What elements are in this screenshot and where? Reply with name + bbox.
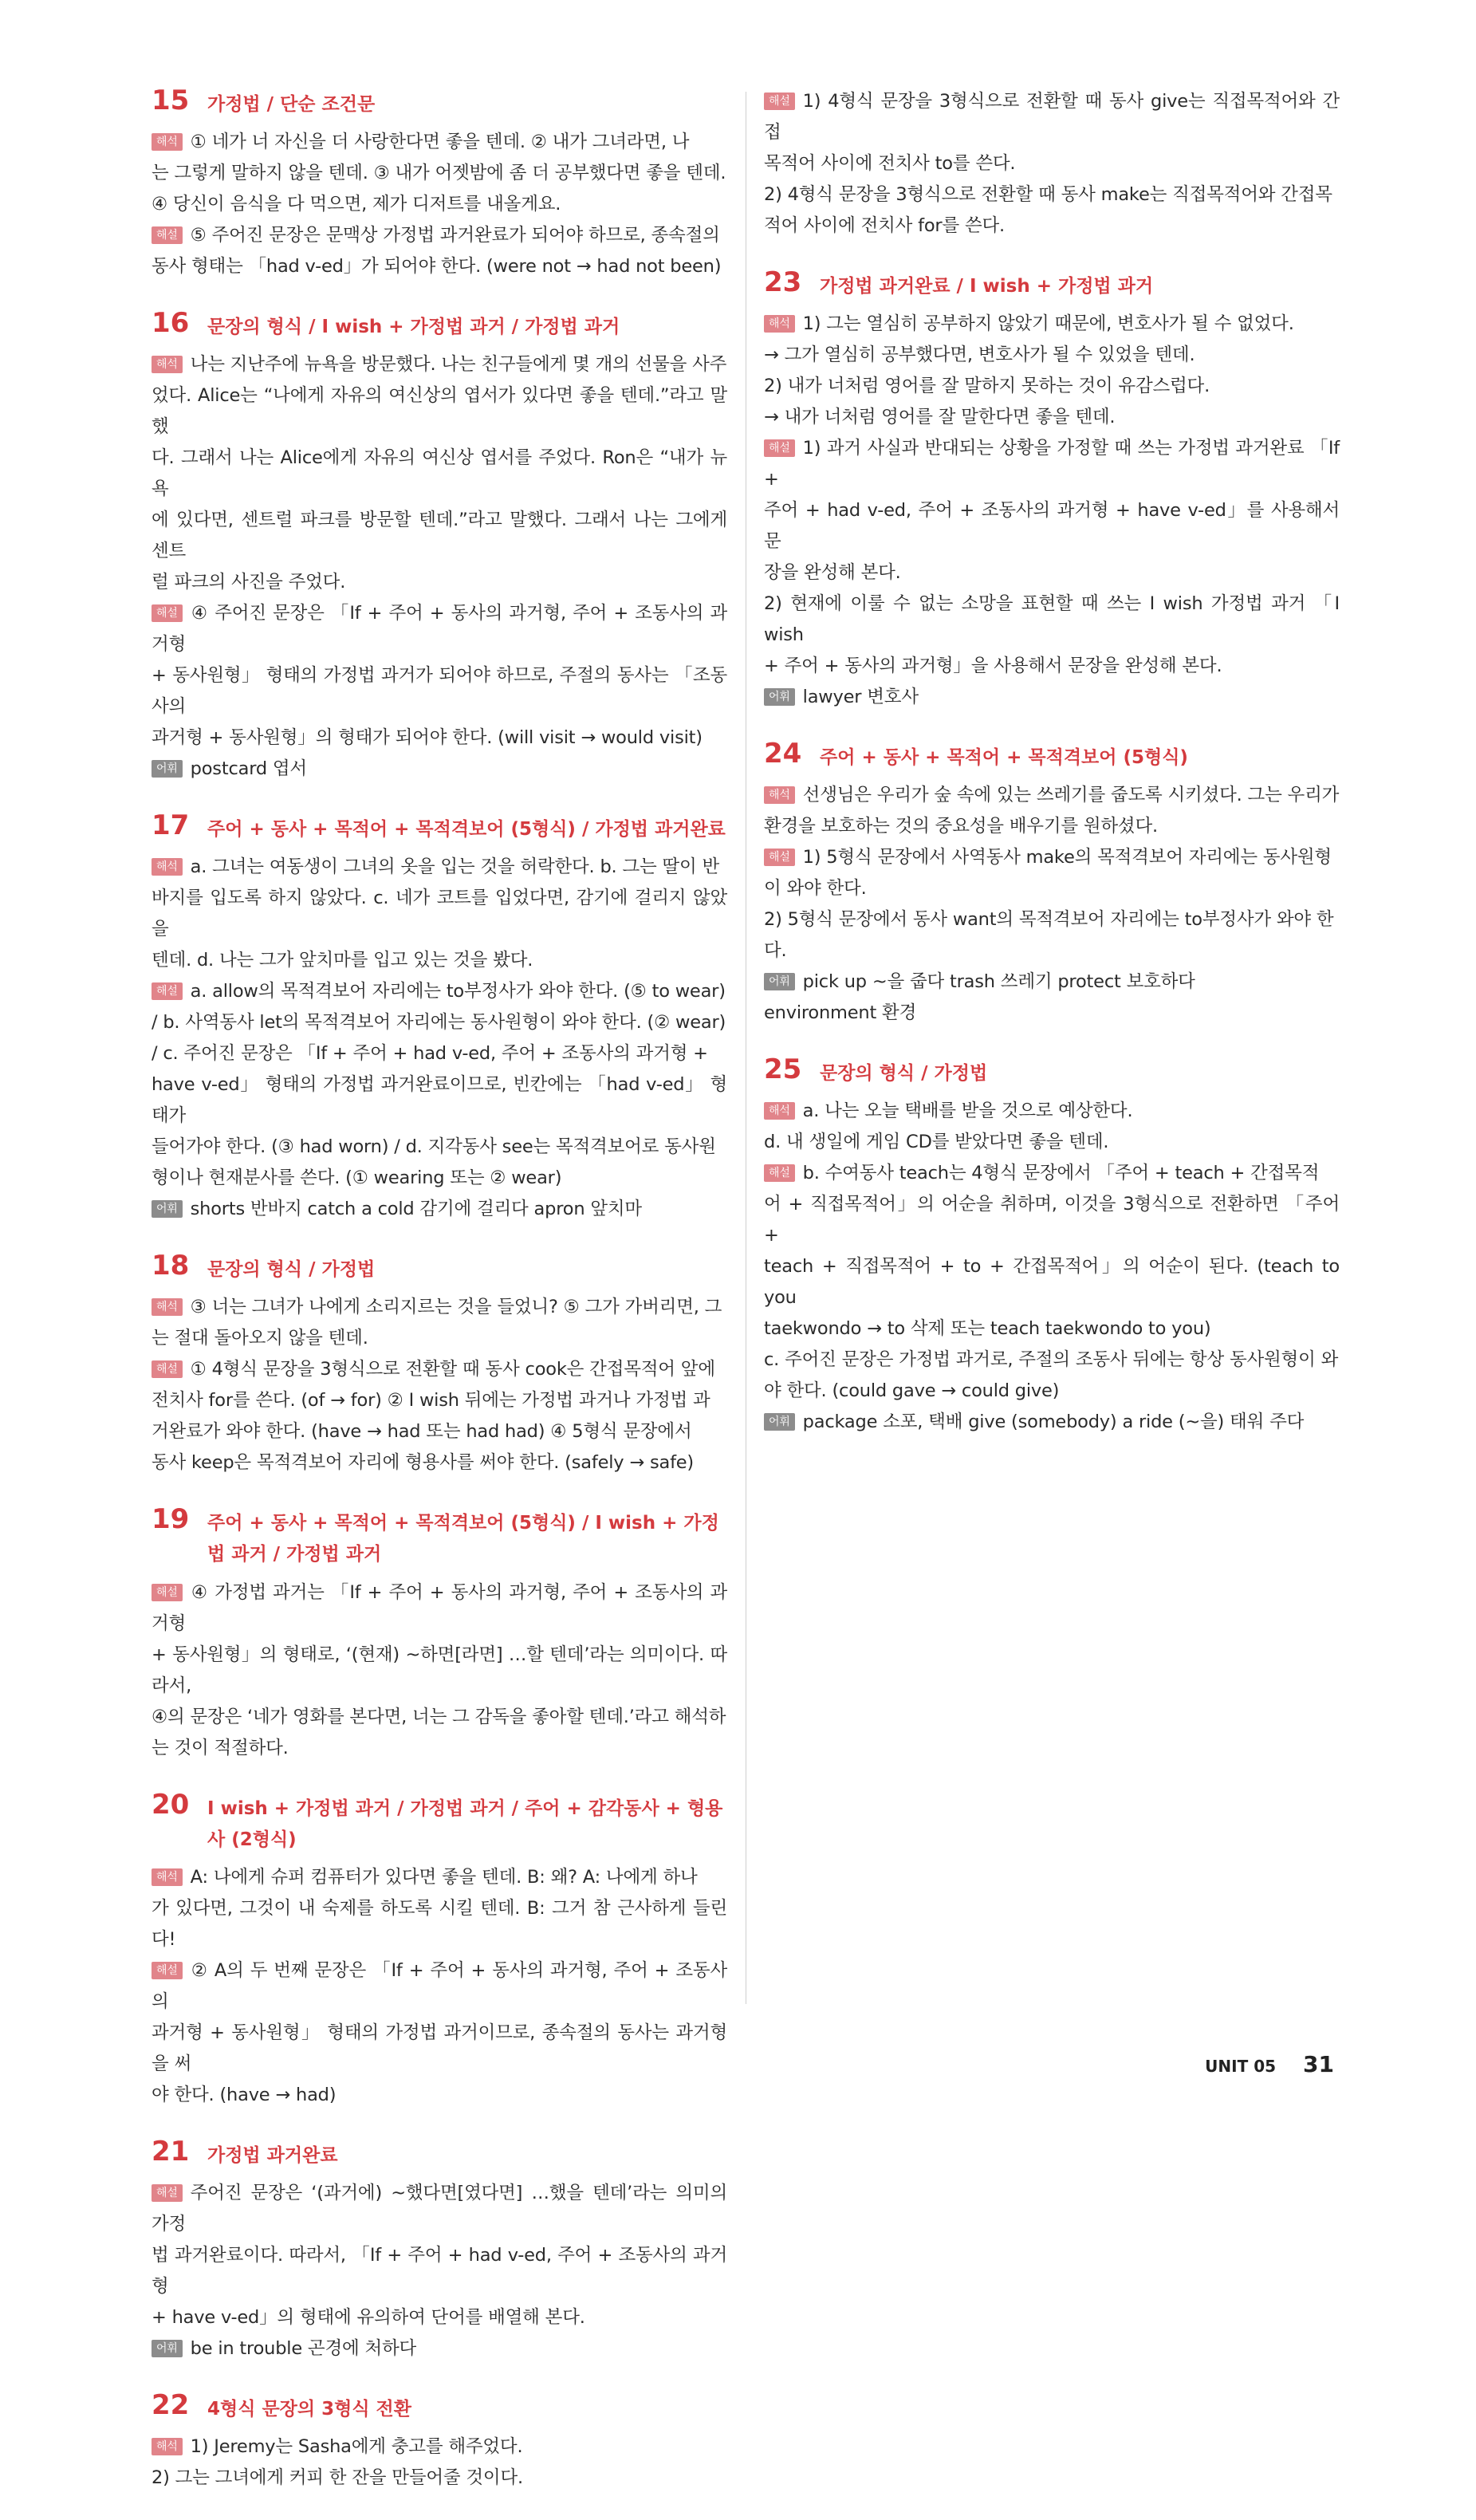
line-text: 선생님은 우리가 숲 속에 있는 쓰레기를 줍도록 시키셨다. 그는 우리가 [802, 785, 1340, 806]
label-badge: 어휘 [764, 1413, 795, 1431]
question-number: 17 [152, 809, 190, 842]
line-text: 는 것이 적절하다. [152, 1737, 289, 1758]
page-footer [1205, 2051, 1334, 2077]
text-line [152, 1038, 727, 1069]
text-line [152, 1069, 727, 1132]
question-topic: 4형식 문장의 3형식 전환 [207, 2398, 411, 2420]
question-topic: 주어 + 동사 + 목적어 + 목적격보어 (5형식) / 가정법 과거완료 [207, 819, 726, 841]
question-header [152, 1505, 727, 1570]
line-text: 적어 사이에 전치사 for를 쓴다. [764, 215, 1005, 236]
question-header [764, 739, 1340, 774]
text-line [152, 1163, 727, 1194]
line-text: 에 있다면, 센트럴 파크를 방문할 텐데.”라고 말했다. 그래서 나는 그에게 센트 [152, 510, 727, 562]
line-text: c. 주어진 문장은 가정법 과거로, 주절의 조동사 뒤에는 항상 동사원형이 와 [764, 1349, 1339, 1371]
line-text: + have v-ed」의 형태에 유의하여 단어를 배열해 본다. [152, 2306, 585, 2328]
line-text: 장을 완성해 본다. [764, 562, 901, 584]
text-line [152, 1354, 727, 1385]
text-line [152, 2431, 727, 2463]
text-line [152, 723, 727, 754]
text-line [152, 220, 727, 251]
line-text: 들어가야 한다. (③ had worn) / d. 지각동사 see는 목적격보어로 동사원 [152, 1136, 716, 1158]
line-text: ① 4형식 문장을 3형식으로 전환할 때 동사 cook은 간접목적어 앞에 [190, 1359, 715, 1380]
text-line [152, 1640, 727, 1702]
text-line [152, 1702, 727, 1733]
label-badge: 어휘 [764, 688, 795, 706]
text-line [764, 1313, 1340, 1345]
line-text: 목적어 사이에 전치사 to를 쓴다. [764, 153, 1016, 174]
text-line [764, 998, 1340, 1029]
line-text: 1) 과거 사실과 반대되는 상황을 가정할 때 쓰는 가정법 과거완료 「If + [764, 438, 1340, 490]
text-line [764, 904, 1340, 935]
line-text: ② A의 두 번째 문장은 「If + 주어 + 동사의 과거형, 주어 + 조동사의 [152, 1959, 727, 2012]
question-number: 20 [152, 1788, 190, 1821]
line-text: 주어진 문장은 ‘(과거에) ~했다면[였다면] …했을 텐데’라는 의미의 가정 [152, 2182, 727, 2235]
line-text: ④ 주어진 문장은 「If + 주어 + 동사의 과거형, 주어 + 조동사의 과거형 [152, 603, 727, 656]
text-line [152, 1292, 727, 1323]
text-line [152, 1577, 727, 1640]
question-block [152, 1251, 727, 1479]
text-line [764, 433, 1340, 495]
question-topic: 주어 + 동사 + 목적어 + 목적격보어 (5형식) [820, 747, 1188, 769]
text-line [764, 1345, 1340, 1376]
label-badge: 해석 [764, 1102, 795, 1120]
line-text: ④의 문장은 ‘네가 영화를 본다면, 너는 그 감독을 좋아할 텐데.’라고 해석하 [152, 1706, 726, 1727]
text-line [764, 967, 1340, 998]
label-badge: 해설 [764, 1164, 795, 1182]
text-line [152, 660, 727, 723]
question-block [764, 268, 1340, 713]
line-text: b. 수여동사 teach는 4형식 문장에서 「주어 + teach + 간접목적 [802, 1163, 1320, 1184]
line-text: 2) 현재에 이룰 수 없는 소망을 표현할 때 쓰는 I wish 가정법 과거 「I wish [764, 593, 1340, 646]
question-block [152, 1790, 727, 2111]
line-text: 이 와야 한다. [764, 878, 867, 900]
line-text: 2) 4형식 문장을 3형식으로 전환할 때 동사 make는 직접목적어와 간접목 [764, 184, 1332, 205]
text-line [764, 1096, 1340, 1127]
label-badge: 해석 [764, 315, 795, 333]
line-text: 동사 keep은 목적격보어 자리에 형용사를 써야 한다. (safely → safe) [152, 1452, 695, 1474]
line-text: a. 나는 오늘 택배를 받을 것으로 예상한다. [802, 1101, 1133, 1122]
text-line [764, 1158, 1340, 1189]
text-line [152, 1007, 727, 1038]
line-text: ④ 당신이 음식을 다 먹으면, 제가 디저트를 내올게요. [152, 194, 561, 215]
text-line [764, 340, 1340, 371]
question-topic: 가정법 과거완료 / I wish + 가정법 과거 [820, 276, 1154, 297]
question-block [152, 1505, 727, 1763]
line-text: 법 과거완료이다. 따라서, 「If + 주어 + had v-ed, 주어 + 조동사의 과거형 [152, 2244, 727, 2297]
text-line [152, 2018, 727, 2080]
text-line [152, 2240, 727, 2302]
label-badge: 어휘 [764, 973, 795, 990]
text-line [764, 935, 1340, 967]
line-text: + 동사원형」 형태의 가정법 과거가 되어야 하므로, 주절의 동사는 「조동사의 [152, 665, 727, 718]
line-text: teach + 직접목적어 + to + 간접목적어」의 어순이 된다. (teach to you [764, 1256, 1340, 1309]
question-topic: I wish + 가정법 과거 / 가정법 과거 / 주어 + 감각동사 + 형용사 (2형식) [207, 1797, 723, 1850]
text-line [764, 1251, 1340, 1313]
text-line [764, 811, 1340, 842]
line-text: 2) 그는 그녀에게 커피 한 잔을 만들어줄 것이다. [152, 2467, 523, 2488]
line-text: 과거형 + 동사원형」의 형태가 되어야 한다. (will visit → would visit) [152, 727, 703, 749]
line-text: A: 나에게 슈퍼 컴퓨터가 있다면 좋을 텐데. B: 왜? A: 나에게 하나 [190, 1866, 698, 1888]
line-text: ⑤ 주어진 문장은 문맥상 가정법 과거완료가 되어야 하므로, 종속절의 [190, 225, 720, 246]
text-line [152, 2080, 727, 2111]
text-line [152, 251, 727, 282]
question-block [152, 309, 727, 785]
label-badge: 어휘 [152, 1200, 183, 1218]
question-topic: 가정법 / 단순 조건문 [207, 94, 376, 115]
unit-label: UNIT 05 [1205, 2057, 1277, 2076]
text-line [764, 371, 1340, 402]
question-topic: 주어 + 동사 + 목적어 + 목적격보어 (5형식) / I wish + 가정법 과거 / 가정법 과거 [207, 1513, 719, 1565]
line-text: 다. 그래서 나는 Alice에게 자유의 여신상 엽서를 주었다. Ron은 “내가 뉴욕 [152, 447, 727, 500]
label-badge: 어휘 [152, 760, 183, 778]
text-line [152, 1385, 727, 1416]
text-line [764, 1189, 1340, 1251]
text-line [764, 495, 1340, 557]
text-line [152, 443, 727, 505]
line-text: 가 있다면, 그것이 내 숙제를 하도록 시킬 텐데. B: 그거 참 근사하게 들린다! [152, 1897, 727, 1950]
line-text: lawyer 변호사 [802, 687, 919, 708]
line-text: 환경을 보호하는 것의 중요성을 배우기를 원하셨다. [764, 816, 1158, 837]
question-number: 22 [152, 2388, 190, 2421]
label-badge: 해석 [152, 356, 183, 373]
text-line [152, 189, 727, 220]
line-text: 었다. Alice는 “나에게 자유의 여신상의 엽서가 있다면 좋을 텐데.”라고 말했 [152, 385, 727, 438]
text-line [152, 754, 727, 785]
text-line [764, 402, 1340, 433]
line-text: d. 내 생일에 게임 CD를 받았다면 좋을 텐데. [764, 1132, 1109, 1153]
line-text: 는 절대 돌아오지 않을 텐데. [152, 1328, 368, 1349]
line-text: / b. 사역동사 let의 목적격보어 자리에는 동사원형이 와야 한다. (② wear) [152, 1012, 726, 1034]
question-block [152, 2388, 727, 2494]
text-line [152, 976, 727, 1007]
text-line [764, 557, 1340, 589]
text-line [764, 86, 1340, 148]
line-text: 어 + 직접목적어」의 어순을 취하며, 이것을 3형식으로 전환하면 「주어 + [764, 1194, 1340, 1246]
text-line [764, 682, 1340, 713]
question-number: 15 [152, 85, 190, 116]
text-line [152, 2302, 727, 2333]
question-number: 21 [152, 2135, 190, 2168]
line-text: 2) 내가 너처럼 영어를 잘 말하지 못하는 것이 유감스럽다. [764, 376, 1210, 397]
text-line [152, 158, 727, 189]
label-badge: 해석 [152, 2438, 183, 2455]
text-line [764, 651, 1340, 682]
question-number: 19 [152, 1503, 190, 1536]
label-badge: 해설 [152, 1360, 183, 1378]
line-text: 야 한다. (have → had) [152, 2084, 337, 2105]
question-topic: 문장의 형식 / 가정법 [820, 1063, 988, 1085]
label-badge: 해석 [152, 1298, 183, 1316]
label-badge: 해설 [764, 849, 795, 866]
label-badge: 해설 [152, 226, 183, 244]
question-block [152, 2137, 727, 2364]
text-line [764, 589, 1340, 651]
text-line [152, 598, 727, 660]
question-topic: 문장의 형식 / I wish + 가정법 과거 / 가정법 과거 [207, 317, 620, 338]
line-text: 야 한다. (could gave → could give) [764, 1380, 1060, 1402]
text-line [152, 2178, 727, 2240]
line-text: 주어 + had v-ed, 주어 + 조동사의 과거형 + have v-ed」를 사용해서 문 [764, 500, 1340, 553]
line-text: ① 네가 너 자신을 더 사랑한다면 좋을 텐데. ② 내가 그녀라면, 나 [190, 132, 690, 153]
label-badge: 해설 [152, 1584, 183, 1601]
line-text: 텐데. d. 나는 그가 앞치마를 입고 있는 것을 봤다. [152, 950, 533, 971]
question-header [152, 1790, 727, 1856]
text-line [152, 2333, 727, 2364]
question-header [764, 1055, 1340, 1089]
question-number: 25 [764, 1053, 802, 1086]
text-line [764, 780, 1340, 811]
text-line [152, 1733, 727, 1764]
left-column [152, 86, 727, 2520]
line-text: 2) 5형식 문장에서 동사 want의 목적격보어 자리에는 to부정사가 와야 한 [764, 909, 1334, 931]
line-text: a. allow의 목적격보어 자리에는 to부정사가 와야 한다. (⑤ to wear) [190, 981, 726, 1002]
question-block [764, 1055, 1340, 1438]
text-line [152, 2463, 727, 2494]
label-badge: 해석 [152, 133, 183, 151]
line-text: environment 환경 [764, 1002, 917, 1024]
line-text: 럴 파크의 사진을 주었다. [152, 572, 346, 593]
text-line [152, 1862, 727, 1893]
question-header [152, 309, 727, 343]
text-line [152, 883, 727, 945]
question-header [152, 2388, 727, 2425]
line-text: 1) 그는 열심히 공부하지 않았기 때문에, 변호사가 될 수 없었다. [802, 313, 1294, 335]
text-line [764, 179, 1340, 211]
question-header [152, 86, 727, 120]
text-line [764, 148, 1340, 179]
line-text: a. 그녀는 여동생이 그녀의 옷을 입는 것을 허락한다. b. 그는 딸이 반 [190, 856, 720, 878]
label-badge: 해설 [152, 604, 183, 622]
line-text: 형이나 현재분사를 쓴다. (① wearing 또는 ② wear) [152, 1167, 562, 1189]
line-text: ④ 가정법 과거는 「If + 주어 + 동사의 과거형, 주어 + 조동사의 과거형 [152, 1581, 727, 1634]
line-text: pick up ~을 줍다 trash 쓰레기 protect 보호하다 [802, 971, 1195, 993]
line-text: 1) Jeremy는 Sasha에게 충고를 해주었다. [190, 2435, 523, 2457]
question-number: 24 [764, 738, 802, 770]
label-badge: 해석 [152, 1868, 183, 1886]
text-line [152, 1447, 727, 1479]
question-number: 16 [152, 307, 190, 340]
text-line [764, 842, 1340, 873]
question-header [152, 1251, 727, 1286]
line-text: 동사 형태는 「had v-ed」가 되어야 한다. (were not → had not been) [152, 256, 722, 278]
line-text: be in trouble 곤경에 처하다 [190, 2337, 417, 2359]
question-header [152, 2137, 727, 2172]
page-number: 31 [1303, 2051, 1334, 2077]
text-line [764, 211, 1340, 242]
question-block [764, 86, 1340, 242]
question-number: 18 [152, 1250, 190, 1282]
question-block [152, 86, 727, 282]
line-text: + 주어 + 동사의 과거형」을 사용해서 문장을 완성해 본다. [764, 656, 1222, 677]
line-text: → 내가 너처럼 영어를 잘 말한다면 좋을 텐데. [764, 407, 1116, 428]
question-header [764, 268, 1340, 302]
line-text: package 소포, 택배 give (somebody) a ride (~을) 태워 주다 [802, 1412, 1305, 1433]
line-text: + 동사원형」의 형태로, ‘(현재) ~하면[라면] …할 텐데’라는 의미이다. 따라서, [152, 1644, 727, 1696]
label-badge: 해설 [764, 439, 795, 457]
line-text: 는 그렇게 말하지 않을 텐데. ③ 내가 어젯밤에 좀 더 공부했다면 좋을 텐데. [152, 163, 726, 184]
question-topic: 가정법 과거완료 [207, 2144, 338, 2166]
question-block [764, 739, 1340, 1029]
text-line [152, 1194, 727, 1225]
text-line [764, 1376, 1340, 1407]
text-line [152, 945, 727, 976]
label-badge: 해설 [152, 2184, 183, 2202]
line-text: shorts 반바지 catch a cold 감기에 걸리다 apron 앞치마 [190, 1199, 642, 1220]
label-badge: 해설 [152, 1962, 183, 1979]
line-text: 1) 4형식 문장을 3형식으로 전환할 때 동사 give는 직접목적어와 간접 [764, 91, 1340, 143]
line-text: / c. 주어진 문장은 「If + 주어 + had v-ed, 주어 + 조동사의 과거형 + [152, 1043, 708, 1065]
line-text: → 그가 열심히 공부했다면, 변호사가 될 수 있었을 텐데. [764, 345, 1195, 366]
line-text: taekwondo → to 삭제 또는 teach taekwondo to you) [764, 1318, 1211, 1340]
question-block [152, 811, 727, 1225]
right-column [764, 86, 1340, 1464]
text-line [152, 852, 727, 883]
line-text: 나는 지난주에 뉴욕을 방문했다. 나는 친구들에게 몇 개의 선물을 사주 [190, 354, 727, 376]
label-badge: 어휘 [152, 2340, 183, 2357]
label-badge: 해석 [764, 786, 795, 804]
line-text: 다. [764, 940, 787, 962]
text-line [152, 567, 727, 598]
question-number: 23 [764, 266, 802, 298]
line-text: 1) 5형식 문장에서 사역동사 make의 목적격보어 자리에는 동사원형 [802, 847, 1332, 868]
text-line [152, 380, 727, 443]
line-text: 거완료가 와야 한다. (have → had 또는 had had) ④ 5형식 문장에서 [152, 1421, 692, 1443]
text-line [152, 1416, 727, 1447]
line-text: 바지를 입도록 하지 않았다. c. 네가 코트를 입었다면, 감기에 걸리지 않았을 [152, 888, 727, 940]
text-line [764, 309, 1340, 340]
text-line [764, 1407, 1340, 1438]
text-line [152, 1323, 727, 1354]
text-line [764, 1127, 1340, 1158]
label-badge: 해석 [152, 858, 183, 876]
text-line [152, 1955, 727, 2018]
question-topic: 문장의 형식 / 가정법 [207, 1259, 376, 1281]
text-line [764, 873, 1340, 904]
line-text: 과거형 + 동사원형」 형태의 가정법 과거이므로, 종속절의 동사는 과거형을 써 [152, 2022, 727, 2074]
question-header [152, 811, 727, 845]
text-line [152, 349, 727, 380]
label-badge: 해설 [764, 93, 795, 110]
text-line [152, 127, 727, 158]
line-text: postcard 엽서 [190, 758, 307, 780]
text-line [152, 1893, 727, 1955]
label-badge: 해설 [152, 982, 183, 1000]
line-text: ③ 너는 그녀가 나에게 소리지르는 것을 들었니? ⑤ 그가 가버리면, 그 [190, 1297, 722, 1318]
line-text: 전치사 for를 쓴다. (of → for) ② I wish 뒤에는 가정법 과거나 가정법 과 [152, 1390, 710, 1412]
text-line [152, 1132, 727, 1163]
line-text: have v-ed」 형태의 가정법 과거완료이므로, 빈칸에는 「had v-ed」 형태가 [152, 1074, 727, 1127]
text-line [152, 505, 727, 567]
